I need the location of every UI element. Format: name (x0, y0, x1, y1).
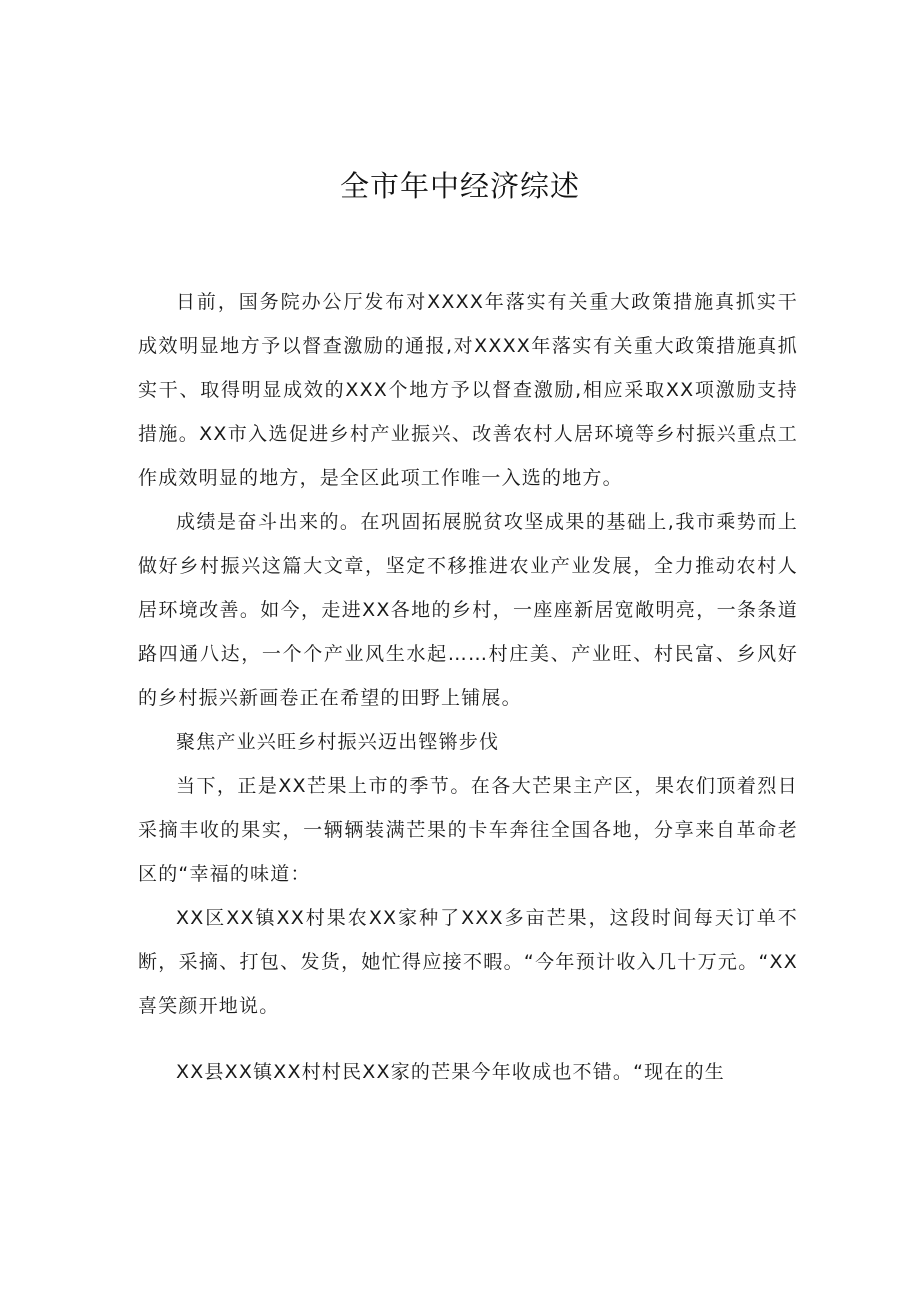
paragraph-1: 日前，国务院办公厅发布对XXXX年落实有关重大政策措施真抓实干成效明显地方予以督查激励的通报,对XXXX年落实有关重大政策措施真抓实干、取得明显成效的XXX个地方予以督查激励,相应采取XX项激励支持措施。XX市入选促进乡村产业振兴、改善农村人居环境等乡村振兴重点工作成效明显的地方，是全区此项工作唯一入选的地方。 (138, 291, 798, 489)
paragraph-5: XX县XX镇XX村村民XX家的芒果今年收成也不错。“现在的生 (176, 1061, 725, 1083)
paragraph-3: 当下，正是XX芒果上市的季节。在各大芒果主产区，果农们顶着烈日采摘丰收的果实，一辆辆装满芒果的卡车奔往全国各地，分享来自革命老区的“幸福的味道： (138, 775, 798, 885)
paragraph-4: XX区XX镇XX村果农XX家种了XXX多亩芒果，这段时间每天订单不断，采摘、打包、发货，她忙得应接不暇。“今年预计收入几十万元。“XX喜笑颜开地说。 (138, 907, 798, 1017)
section-heading: 聚焦产业兴旺乡村振兴迈出铿锵步伐 (176, 731, 500, 753)
document-body (138, 280, 798, 1094)
paragraph-2: 成绩是奋斗出来的。在巩固拓展脱贫攻坚成果的基础上,我市乘势而上做好乡村振兴这篇大文章，坚定不移推进农业产业发展，全力推动农村人居环境改善。如今，走进XX各地的乡村，一座座新居宽敞明亮，一条条道路四通八达，一个个产业风生水起……村庄美、产业旺、村民富、乡风好的乡村振兴新画卷正在希望的田野上铺展。 (138, 511, 798, 709)
document-title: 全市年中经济综述 (339, 169, 580, 203)
